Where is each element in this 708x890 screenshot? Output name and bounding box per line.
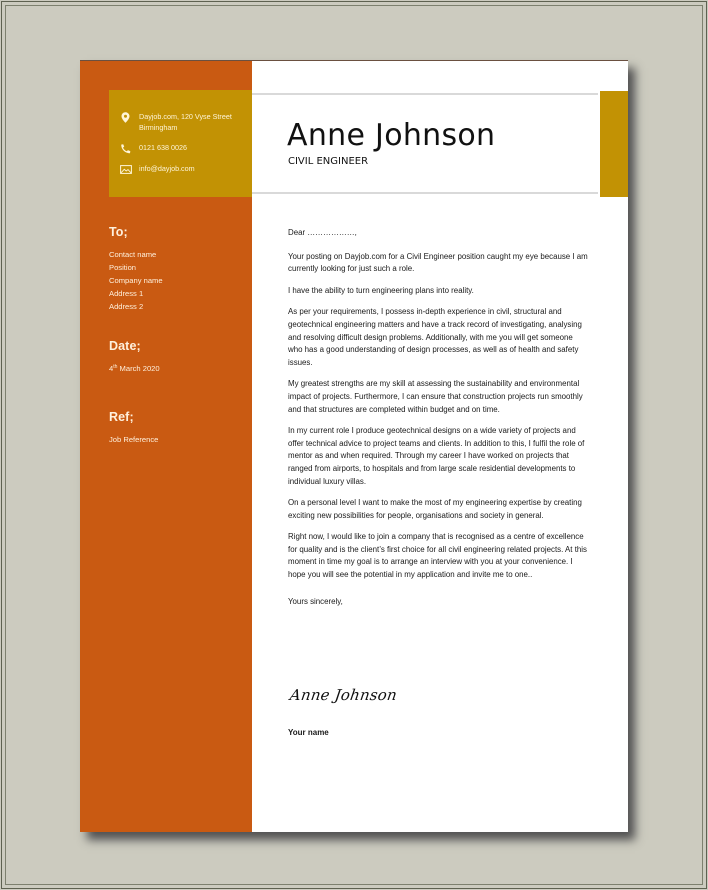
accent-tab bbox=[600, 91, 628, 197]
contact-address bbox=[119, 112, 252, 133]
recipient-contact-name: Contact name bbox=[109, 250, 157, 259]
cover-letter-page bbox=[80, 60, 628, 832]
phone-text: 0121 638 0026 bbox=[139, 143, 187, 152]
letter-paragraph: I have the ability to turn engineering plans into reality. bbox=[288, 285, 474, 295]
date-rest: March 2020 bbox=[117, 364, 160, 373]
date-heading: Date; bbox=[109, 339, 141, 353]
date-suffix: th bbox=[113, 364, 118, 370]
date-value bbox=[109, 362, 160, 375]
address-text: Dayjob.com, 120 Vyse Street Birmingham bbox=[139, 112, 232, 132]
letter-body bbox=[288, 227, 588, 617]
letter-greeting: Dear ………………, bbox=[288, 228, 357, 237]
email-text: info@dayjob.com bbox=[139, 164, 195, 173]
email-icon bbox=[119, 164, 132, 175]
header-band bbox=[252, 93, 598, 194]
date-day: 4 bbox=[109, 364, 114, 373]
contact-box bbox=[109, 90, 252, 197]
job-reference: Job Reference bbox=[109, 435, 159, 444]
recipient-position: Position bbox=[109, 263, 137, 272]
letter-paragraph: My greatest strengths are my skill at assessing the sustainability and environmental impact of projects. Furthermore, I can ensure that construction projects run smoothly and that structures are completed within budget and on time. bbox=[288, 379, 583, 414]
signature: Anne Johnson bbox=[288, 686, 399, 704]
letter-paragraph: In my current role I produce geotechnical designs on a wide variety of projects and offer technical advice to project teams and clients. In addition to this, I fulfil the role of mentor as and when required. Through my career I have worked on projects that ranged from airports, to hospitals and from large scale residential developments to individual luxury villas. bbox=[288, 426, 585, 486]
recipient-company: Company name bbox=[109, 276, 163, 285]
applicant-title: CIVIL ENGINEER bbox=[288, 156, 369, 167]
recipient-address-1: Address 1 bbox=[109, 289, 144, 298]
letter-closing: Yours sincerely, bbox=[288, 596, 343, 606]
applicant-name: Anne Johnson bbox=[287, 118, 496, 153]
reference-section bbox=[109, 410, 158, 446]
contact-email bbox=[119, 164, 252, 175]
date-section bbox=[109, 339, 160, 375]
contact-phone bbox=[119, 143, 252, 154]
phone-icon bbox=[119, 143, 132, 154]
letter-paragraph: On a personal level I want to make the most of my engineering expertise by creating exciting new possibilities for people, organisations and society in general. bbox=[288, 498, 582, 520]
sidebar bbox=[80, 61, 252, 832]
recipient-address-2: Address 2 bbox=[109, 302, 144, 311]
recipient-section bbox=[109, 225, 163, 313]
location-pin-icon bbox=[119, 112, 132, 123]
letter-paragraph: As per your requirements, I possess in-depth experience in civil, structural and geotechnical engineering matters and have a track record of investigating, analysing and resolving difficult design problems. Additionally, with me you will get someone who has a good understanding of design processes, as well as of health and safety issues. bbox=[288, 307, 582, 367]
letter-paragraph: Right now, I would like to join a company that is recognised as a centre of excellence for quality and is the client’s first choice for all civil engineering related projects. At this moment in time my goal is to arrange an interview with you at your convenience. I hope you will see the potential in my application and invite me to one.. bbox=[288, 532, 587, 580]
reference-heading: Ref; bbox=[109, 410, 134, 424]
recipient-heading: To; bbox=[109, 225, 128, 239]
signoff-name: Your name bbox=[288, 728, 329, 737]
letter-paragraph: Your posting on Dayjob.com for a Civil Engineer position caught my eye because I am currently looking for just such a role. bbox=[288, 251, 588, 274]
